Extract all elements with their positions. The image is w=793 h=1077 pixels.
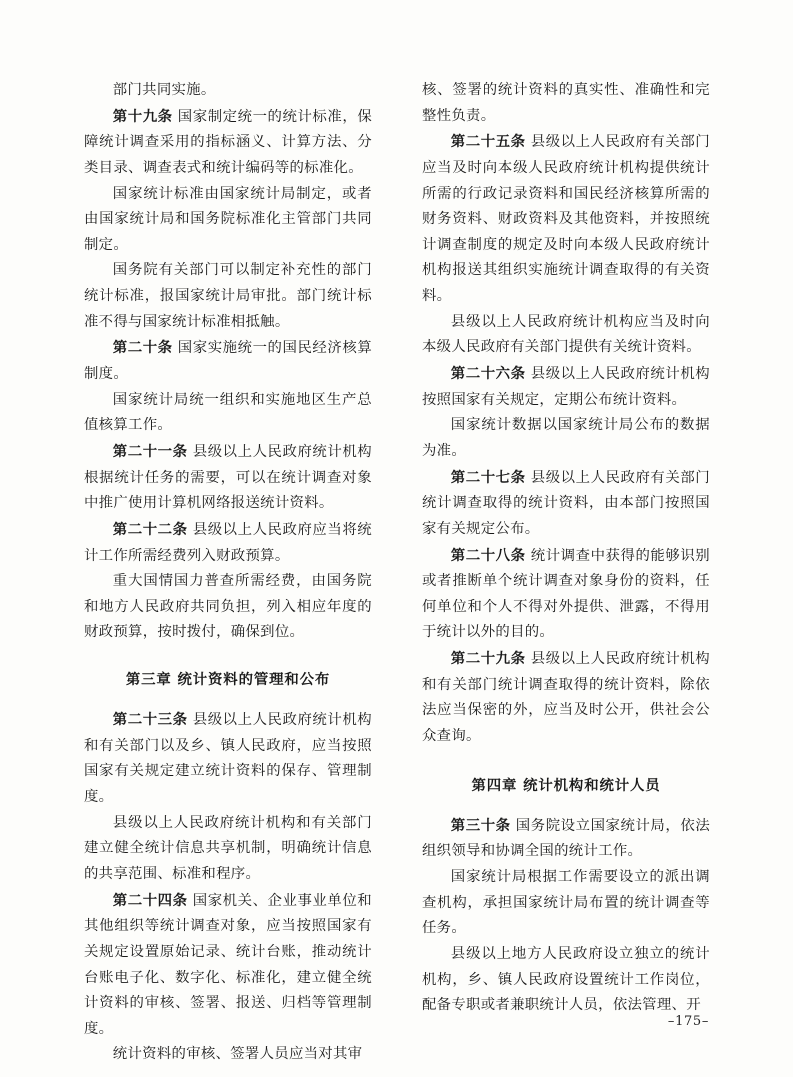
article-label: 第二十九条: [450, 650, 526, 668]
paragraph: [84, 439, 372, 517]
paragraph: [84, 258, 372, 335]
paragraph: [422, 465, 710, 543]
article-label: 第二十四条: [112, 891, 188, 909]
paragraph: [422, 813, 710, 865]
paragraph: [84, 569, 372, 646]
left-column: [84, 78, 372, 1063]
article-label: 第十九条: [112, 107, 173, 125]
paragraph-text: 县级以上人民政府统计机构根据统计任务的需要，可以在统计调查对象中推广使用计算机网络报送统计资料。: [84, 443, 372, 512]
chapter-heading-three: 第三章 统计资料的管理和公布: [125, 671, 331, 689]
paragraph: [422, 78, 710, 129]
paragraph: [84, 104, 372, 182]
right-column: [422, 78, 710, 1014]
paragraph: [84, 888, 372, 1043]
paragraph-text: 县级以上人民政府统计机构按照国家有关规定，定期公布统计资料。: [422, 366, 710, 408]
paragraph: [422, 310, 710, 361]
paragraph-text: 县级以上人民政府应当将统计工作所需经费列入财政预算。: [84, 521, 372, 564]
paragraph-text: 国家制定统一的统计标准，保障统计调查采用的指标涵义、计算方法、分类目录、调查表式和统计编码等的标准化。: [84, 108, 372, 176]
paragraph-text: 重大国情国力普查所需经费，由国务院和地方人民政府共同负担，列入相应年度的财政预算，按时拨付，确保到位。: [84, 573, 372, 641]
paragraph-text: 核、签署的统计资料的真实性、准确性和完整性负责。: [422, 82, 710, 124]
paragraph-text: 县级以上人民政府统计机构应当及时向本级人民政府有关部门提供有关统计资料。: [422, 313, 710, 356]
paragraph-text: 县级以上人民政府有关部门应当及时向本级人民政府统计机构提供统计所需的行政记录资料和国民经济核算所需的财务资料、财政资料及其他资料，并按照统计调查制度的规定及时向本级人民政府统计机构报送其组织实施统计调查取得的有关资料。: [422, 134, 710, 305]
page-number: –175–: [667, 1014, 709, 1029]
paragraph: [84, 707, 372, 811]
chapter-heading-four: 第四章 统计机构和统计人员: [471, 776, 661, 794]
paragraph-text: 县级以上地方人民政府设立独立的统计机构，乡、镇人民政府设置统计工作岗位，配备专职或者兼职统计人员，依法管理、开: [422, 945, 710, 1014]
paragraph: [422, 413, 710, 464]
article-label: 第二十二条: [112, 520, 188, 538]
article-label: 第二十三条: [112, 711, 188, 729]
article-label: 第二十七条: [450, 468, 526, 486]
paragraph: [84, 811, 372, 888]
paragraph-text: 国家实施统一的国民经济核算制度。: [84, 340, 372, 383]
paragraph: [422, 543, 710, 647]
paragraph-text: 国务院有关部门可以制定补充性的部门统计标准，报国家统计局审批。部门统计标准不得与国家统计标准相抵触。: [84, 262, 372, 330]
paragraph-text: 县级以上人民政府统计机构和有关部门建立健全统计信息共享机制，明确统计信息的共享范围、标准和程序。: [84, 814, 372, 882]
paragraph-text: 统计资料的审核、签署人员应当对其审: [112, 1046, 363, 1063]
paragraph: [422, 361, 710, 413]
paragraph-text: 国家统计标准由国家统计局制定，或者由国家统计局和国务院标准化主管部门共同制定。: [84, 185, 372, 253]
paragraph-text: 县级以上人民政府有关部门统计调查取得的统计资料，由本部门按照国家有关规定公布。: [422, 469, 710, 537]
paragraph-text: 部门共同实施。: [112, 82, 216, 98]
paragraph: [84, 182, 372, 259]
article-label: 第二十八条: [450, 546, 526, 564]
paragraph-text: 县级以上人民政府统计机构和有关部门统计调查取得的统计资料，除依法应当保密的外，应当及时公开，供社会公众查询。: [422, 651, 710, 745]
paragraph: [84, 78, 372, 104]
article-label: 第二十条: [112, 339, 173, 357]
paragraph: [422, 129, 710, 309]
paragraph-text: 国家统计局统一组织和实施地区生产总值核算工作。: [84, 391, 372, 434]
paragraph-text: 统计调查中获得的能够识别或者推断单个统计调查对象身份的资料，任何单位和个人不得对外提供、泄露，不得用于统计以外的目的。: [422, 547, 710, 641]
paragraph: [422, 646, 710, 750]
paragraph: [422, 942, 710, 1019]
paragraph: [84, 388, 372, 439]
paragraph-text: 县级以上人民政府统计机构和有关部门以及乡、镇人民政府，应当按照国家有关规定建立统计资料的保存、管理制度。: [84, 712, 372, 806]
article-label: 第二十五条: [450, 133, 526, 151]
paragraph: [422, 865, 710, 942]
paragraph-text: 国家统计数据以国家统计局公布的数据为准。: [422, 417, 710, 459]
article-label: 第三十条: [450, 816, 511, 834]
paragraph: [84, 335, 372, 387]
paragraph-text: 国家机关、企业事业单位和其他组织等统计调查对象，应当按照国家有关规定设置原始记录、统计台账，推动统计台账电子化、数字化、标准化，建立健全统计资料的审核、签署、报送、归档等管理制度。: [84, 892, 372, 1037]
paragraph: [84, 517, 372, 569]
paragraph: [84, 1042, 372, 1068]
article-label: 第二十六条: [450, 365, 526, 383]
paragraph-text: 国家统计局根据工作需要设立的派出调查机构，承担国家统计局布置的统计调查等任务。: [422, 868, 710, 937]
article-label: 第二十一条: [112, 442, 188, 460]
paragraph-text: 国务院设立国家统计局，依法组织领导和协调全国的统计工作。: [422, 817, 710, 860]
